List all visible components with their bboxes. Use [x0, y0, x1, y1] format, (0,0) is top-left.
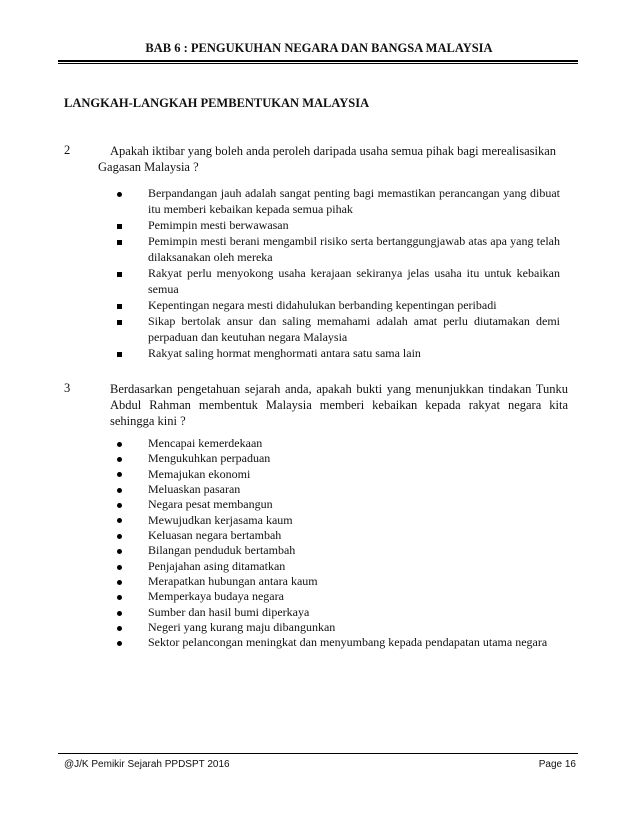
list-item: [148, 436, 560, 451]
section-title: LANGKAH-LANGKAH PEMBENTUKAN MALAYSIA: [64, 96, 370, 110]
list-item: [148, 265, 560, 297]
page-header-title: BAB 6 : PENGUKUHAN NEGARA DAN BANGSA MALAYSIA: [145, 41, 493, 55]
list-item: [148, 297, 560, 313]
list-item-text: Meluaskan pasaran: [148, 482, 241, 497]
bullet-square-icon: [114, 350, 124, 357]
list-item-text: Mencapai kemerdekaan: [148, 436, 263, 450]
bullet-dot-icon: [114, 471, 124, 478]
list-item-text: Kepentingan negara mesti didahulukan berbanding kepentingan peribadi: [148, 298, 497, 312]
list-item-text: Negeri yang kurang maju dibangunkan: [148, 620, 336, 635]
list-item-text: Negara pesat membangun: [148, 497, 273, 512]
list-item: [148, 185, 560, 217]
bullet-dot-icon: [114, 440, 124, 447]
list-item-text: Bilangan penduduk bertambah: [148, 543, 296, 558]
list-item: [148, 559, 560, 574]
list-item: [148, 574, 560, 589]
list-item-text: Penjajahan asing ditamatkan: [148, 558, 286, 573]
list-item: [148, 482, 560, 497]
list-item-text: Mewujudkan kerjasama kaum: [148, 512, 293, 527]
list-item-text: Pemimpin mesti berwawasan: [148, 218, 289, 232]
page-number: Page 16: [538, 759, 576, 770]
list-item: [148, 497, 560, 512]
bullet-square-icon: [114, 318, 124, 325]
bullet-dot-icon: [114, 593, 124, 600]
list-item-text: Sikap bertolak ansur dan saling memahami adalah amat perlu diutamakan demi perpaduan dan keutuhan negara Malaysia: [148, 314, 560, 344]
header-rule: [58, 60, 578, 62]
list-item-text: Memperkaya budaya negara: [148, 589, 284, 604]
list-item: [148, 451, 560, 466]
list-item-text: Keluasan negara bertambah: [148, 528, 282, 543]
bullet-dot-icon: [114, 563, 124, 570]
list-item: [148, 620, 560, 635]
list-item-text: Rakyat saling hormat menghormati antara satu sama lain: [148, 346, 421, 360]
header-rule-thin: [58, 63, 578, 64]
question-3-text: Berdasarkan pengetahuan sejarah anda, apakah bukti yang menunjukkan tindakan Tunku Abdul Rahman membentuk Malaysia memberi kebaikan kepada rakyat negara kita sehingga kini ?: [110, 382, 568, 428]
list-item-text: Sektor pelancongan meningkat dan menyumbang kepada pendapatan utama negara: [148, 635, 548, 650]
question-2-text: Apakah iktibar yang boleh anda peroleh daripada usaha semua pihak bagi merealisasikan Gagasan Malaysia ?: [98, 144, 557, 174]
question-2-answer-list: [148, 185, 560, 361]
bullet-square-icon: [114, 270, 124, 277]
list-item-text: Rakyat perlu menyokong usaha kerajaan sekiranya jelas usaha itu untuk kebaikan semua: [148, 266, 560, 296]
bullet-square-icon: [114, 238, 124, 245]
list-item-text: Mengukuhkan perpaduan: [148, 451, 271, 466]
list-item: [148, 467, 560, 482]
list-item-text: Merapatkan hubungan antara kaum: [148, 574, 318, 589]
list-item-text: Berpandangan jauh adalah sangat penting bagi memastikan perancangan yang dibuat itu memberi kebaikan kepada semua pihak: [148, 186, 560, 216]
question-2-number: 2: [64, 143, 71, 157]
list-item: [148, 513, 560, 528]
bullet-square-icon: [114, 302, 124, 309]
bullet-dot-icon: [114, 624, 124, 631]
bullet-dot-icon: [114, 501, 124, 508]
footer-credit: @J/K Pemikir Sejarah PPDSPT 2016: [64, 759, 230, 770]
bullet-dot-icon: [114, 455, 124, 462]
list-item: [148, 528, 560, 543]
bullet-dot-icon: [114, 609, 124, 616]
footer-rule: [58, 753, 578, 754]
list-item: [148, 217, 560, 233]
list-item: [148, 589, 560, 604]
question-3-number: 3: [64, 381, 71, 395]
bullet-dot-icon: [114, 517, 124, 524]
list-item: [148, 543, 560, 558]
bullet-dot-icon: [114, 486, 124, 493]
bullet-dot-icon: [114, 190, 124, 197]
bullet-dot-icon: [114, 578, 124, 585]
bullet-dot-icon: [114, 532, 124, 539]
list-item: [148, 635, 560, 650]
bullet-square-icon: [114, 222, 124, 229]
list-item-text: Memajukan ekonomi: [148, 466, 251, 481]
list-item: [148, 605, 560, 620]
bullet-dot-icon: [114, 547, 124, 554]
question-3-answer-list: [148, 436, 560, 651]
list-item: [148, 313, 560, 345]
list-item-text: Sumber dan hasil bumi diperkaya: [148, 604, 310, 619]
list-item: [148, 345, 560, 361]
bullet-dot-icon: [114, 639, 124, 646]
list-item: [148, 233, 560, 265]
list-item-text: Pemimpin mesti berani mengambil risiko serta bertanggungjawab atas apa yang telah dilaksanakan oleh mereka: [148, 234, 560, 264]
